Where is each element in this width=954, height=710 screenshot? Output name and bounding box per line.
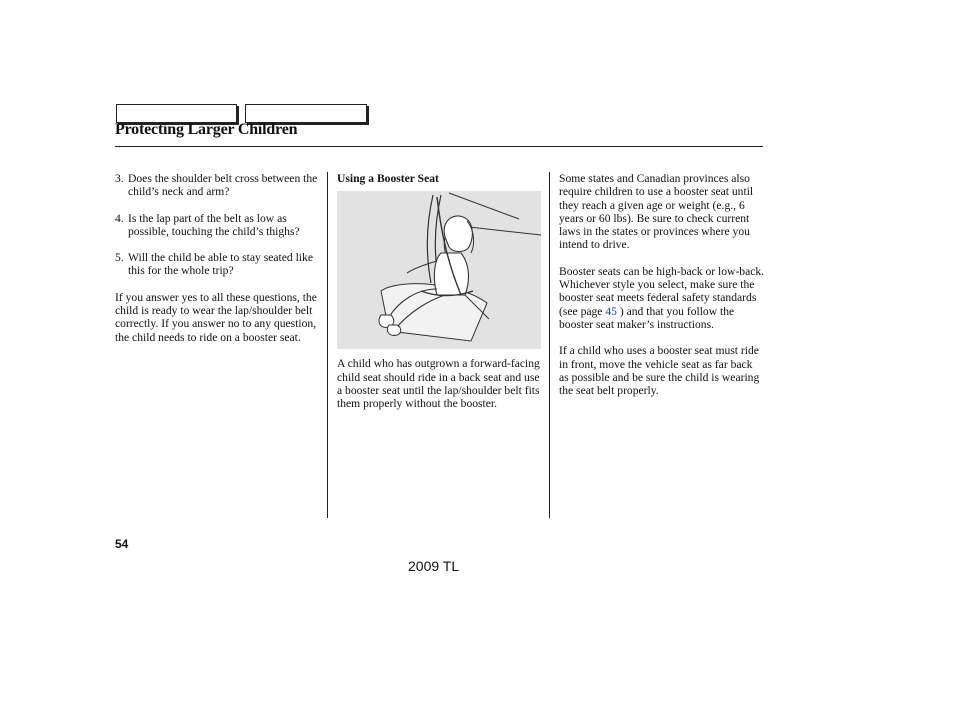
page-number: 54 [115, 537, 129, 551]
question-text: Is the lap part of the belt as low as possible, touching the child’s thighs? [128, 211, 300, 238]
state-laws-paragraph: Some states and Canadian provinces also require children to use a booster seat until they reach a given age or weight (e.g., 6 years or 60 lbs). Be sure to check current laws in the states or provinces where you intend to drive. [559, 172, 754, 252]
booster-paragraph: A child who has outgrown a forward-facing child seat should ride in a back seat and use a booster seat until the lap/shoulder belt fits them properly without the booster. [337, 357, 540, 411]
column-middle [337, 172, 543, 423]
question-text: Does the shoulder belt cross between the child’s neck and arm? [128, 172, 318, 199]
front-seat-paragraph: If a child who uses a booster seat must ride in front, move the vehicle seat as far back as possible and be sure the child is wearing the seat belt properly. [559, 344, 760, 398]
question-number: 3. [115, 172, 124, 185]
page-reference-link[interactable]: 45 [605, 304, 617, 318]
booster-seat-illustration [337, 191, 541, 349]
question-number: 4. [115, 211, 124, 225]
footer-model: 2009 TL [408, 558, 460, 574]
column-right [559, 172, 765, 410]
booster-style-text-end: ) and that you follow the booster seat maker’s instructions. [559, 304, 735, 331]
column-divider-2 [549, 172, 550, 518]
question-item [115, 172, 321, 199]
question-item [115, 251, 321, 278]
column-left [115, 172, 321, 357]
readiness-paragraph: If you answer yes to all these questions, the child is ready to wear the lap/shoulder belt correctly. If you answer no to any question, the child needs to ride on a booster seat. [115, 290, 317, 344]
page-title: Protecting Larger Children [115, 121, 298, 138]
column-divider-1 [327, 172, 328, 518]
section-heading: Using a Booster Seat [337, 172, 439, 185]
title-rule [115, 146, 763, 147]
booster-style-text: Booster seats can be high-back or low-back. Whichever style you select, make sure the booster seat meets federal safety standards (see page [559, 264, 765, 318]
question-text: Will the child be able to stay seated like this for the whole trip? [128, 251, 313, 278]
question-item [115, 212, 321, 239]
question-number: 5. [115, 251, 124, 265]
booster-style-paragraph [559, 265, 765, 331]
